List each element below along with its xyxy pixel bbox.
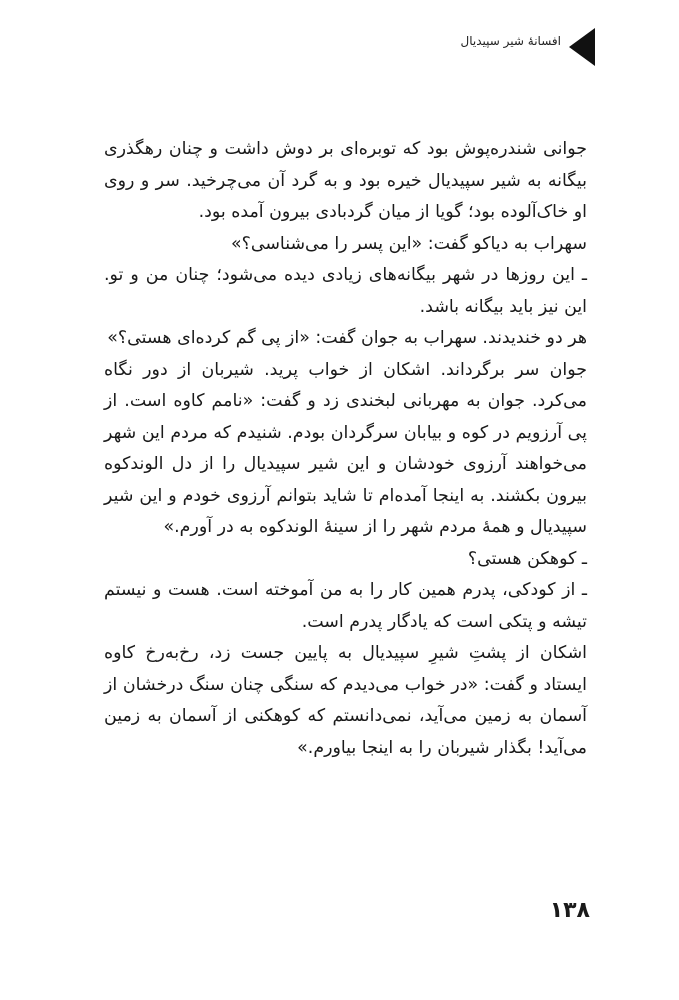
paragraph: ـ از کودکی، پدرم همین کار را به من آموخته است. هست و نیستم تیشه و پتکی است که یادگار پدرم است.: [104, 580, 587, 632]
paragraph: سهراب به دیاکو گفت: «این پسر را می‌شناسی؟»: [231, 233, 587, 254]
paragraph: جوان سر برگرداند. اشکان از خواب پرید. شیربان از دور نگاه می‌کرد. جوان به مهربانی لبخندی زد و گفت: «نامم کاوه است. از پی آرزویم در کوه و بیابان سرگردان بودم. شنیدم که مردم این شهر می‌خواهند آرزوی خودشان و این شیر سپیدیال را از دل الوندکوه بیرون بکشند. به اینجا آمده‌ام تا شاید بتوانم آرزوی خودم و این شیر سپیدیال و همهٔ مردم شهر را از سینهٔ الوندکوه به در آورم.»: [104, 359, 587, 537]
paragraph: هر دو خندیدند. سهراب به جوان گفت: «از پی گم کرده‌ای هستی؟»: [107, 328, 587, 348]
paragraph: جوانی شندره‌پوش بود که توبره‌ای بر دوش داشت و چنان رهگذری بیگانه به شیر سپیدیال خیره بود و به گرد آن می‌چرخید. سر و روی او خاک‌آلوده بود؛ گویا از میان گردبادی بیرون آمده بود.: [104, 139, 587, 222]
body-text: [104, 134, 587, 764]
chapter-marker-triangle-icon: [569, 28, 595, 66]
paragraph: اشکان از پشتِ شیرِ سپیدیال به پایین جست زد، رخ‌به‌رخ کاوه ایستاد و گفت: «در خواب می‌دیدم که سنگی چنان سنگ درخشان از آسمان به زمین می‌آید، نمی‌دانستم که کوهکنی از آسمان به زمین می‌آید! بگذار شیربان را به اینجا بیاورم.»: [104, 643, 587, 758]
paragraph: ـ این روزها در شهر بیگانه‌های زیادی دیده می‌شود؛ چنان من و تو. این نیز باید بیگانه باشد.: [104, 265, 587, 317]
page-number: ۱۳۸: [549, 898, 590, 923]
paragraph: ـ کوهکن هستی؟: [467, 548, 587, 569]
running-header: افسانهٔ شیر سپیدیال: [460, 34, 561, 48]
